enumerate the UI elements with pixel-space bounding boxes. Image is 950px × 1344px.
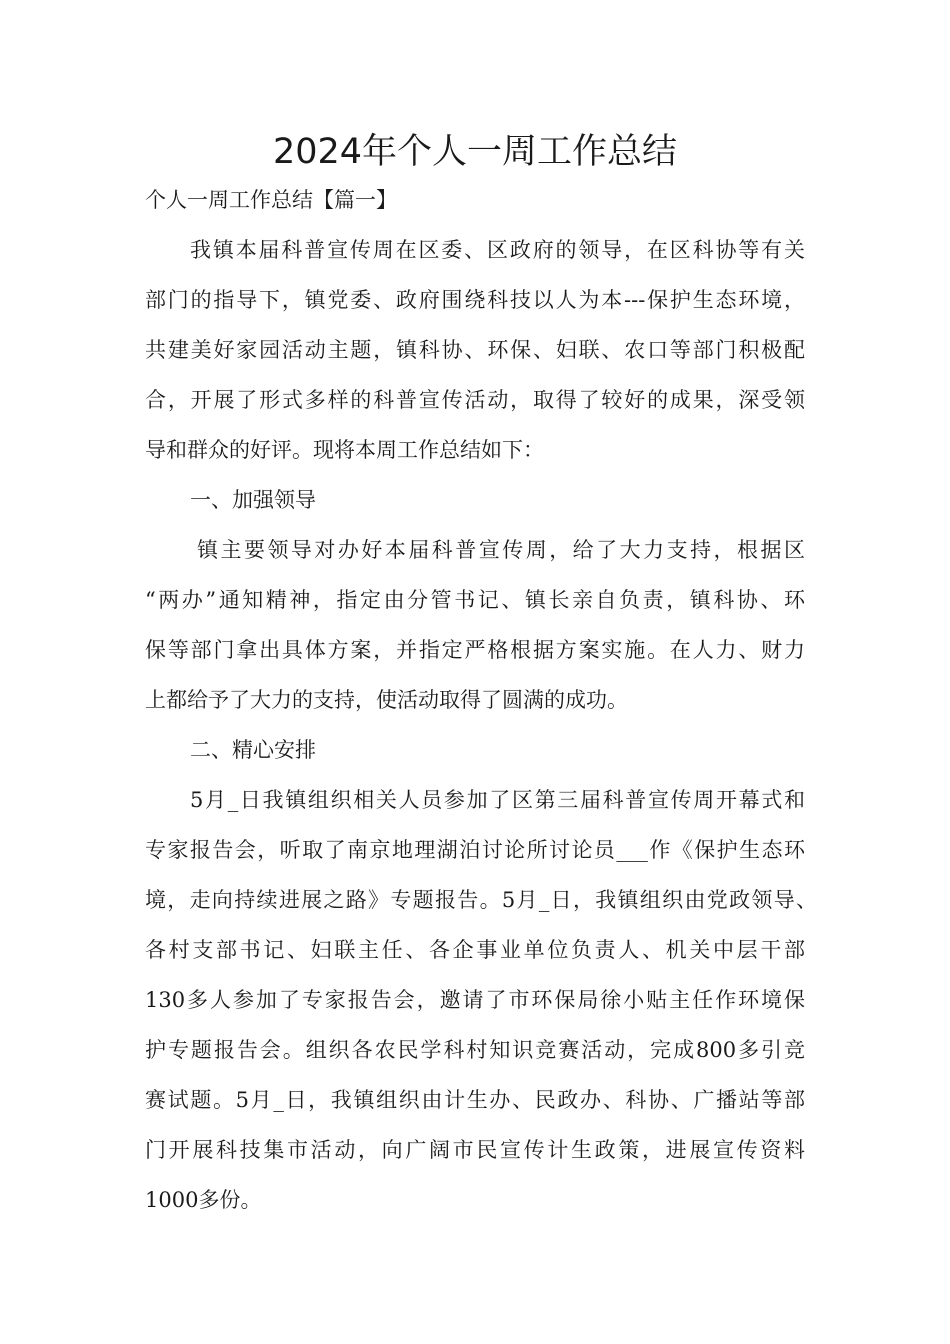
- paragraph-line: 5月_日我镇组织相关人员参加了区第三届科普宣传周开幕式和: [190, 788, 805, 812]
- paragraph-line: 赛试题。5月_日，我镇组织由计生办、民政办、科协、广播站等部: [145, 1088, 805, 1112]
- paragraph-line: 部门的指导下，镇党委、政府围绕科技以人为本---保护生态环境，: [145, 288, 805, 312]
- paragraph-line: 门开展科技集市活动，向广阔市民宣传计生政策，进展宣传资料: [145, 1138, 805, 1162]
- subheading-careful-arrangement: 二、精心安排: [190, 738, 316, 762]
- paragraph-line: “两办”通知精神，指定由分管书记、镇长亲自负责，镇科协、环: [145, 588, 805, 612]
- document-title: 2024年个人一周工作总结: [272, 132, 678, 172]
- paragraph-line: 保等部门拿出具体方案，并指定严格根据方案实施。在人力、财力: [145, 638, 805, 662]
- paragraph-line: 护专题报告会。组织各农民学科村知识竞赛活动，完成800多引竞: [145, 1038, 805, 1062]
- paragraph-line: 各村支部书记、妇联主任、各企事业单位负责人、机关中层干部: [145, 938, 805, 962]
- paragraph-line: 1000多份。: [145, 1188, 262, 1212]
- section-heading-part-one: 个人一周工作总结【篇一】: [145, 188, 397, 212]
- subheading-strengthen-leadership: 一、加强领导: [190, 488, 316, 512]
- paragraph-line: 合，开展了形式多样的科普宣传活动，取得了较好的成果，深受领: [145, 388, 805, 412]
- paragraph-line: 镇主要领导对办好本届科普宣传周，给了大力支持，根据区: [197, 538, 805, 562]
- paragraph-line: 导和群众的好评。现将本周工作总结如下：: [145, 438, 544, 462]
- paragraph-line: 专家报告会，听取了南京地理湖泊讨论所讨论员___作《保护生态环: [145, 838, 805, 862]
- paragraph-line: 上都给予了大力的支持，使活动取得了圆满的成功。: [145, 688, 628, 712]
- paragraph-line: 共建美好家园活动主题，镇科协、环保、妇联、农口等部门积极配: [145, 338, 805, 362]
- paragraph-line: 境，走向持续进展之路》专题报告。5月_日，我镇组织由党政领导、: [145, 888, 817, 912]
- paragraph-line: 我镇本届科普宣传周在区委、区政府的领导，在区科协等有关: [190, 238, 805, 262]
- paragraph-line: 130多人参加了专家报告会，邀请了市环保局徐小贴主任作环境保: [145, 988, 805, 1012]
